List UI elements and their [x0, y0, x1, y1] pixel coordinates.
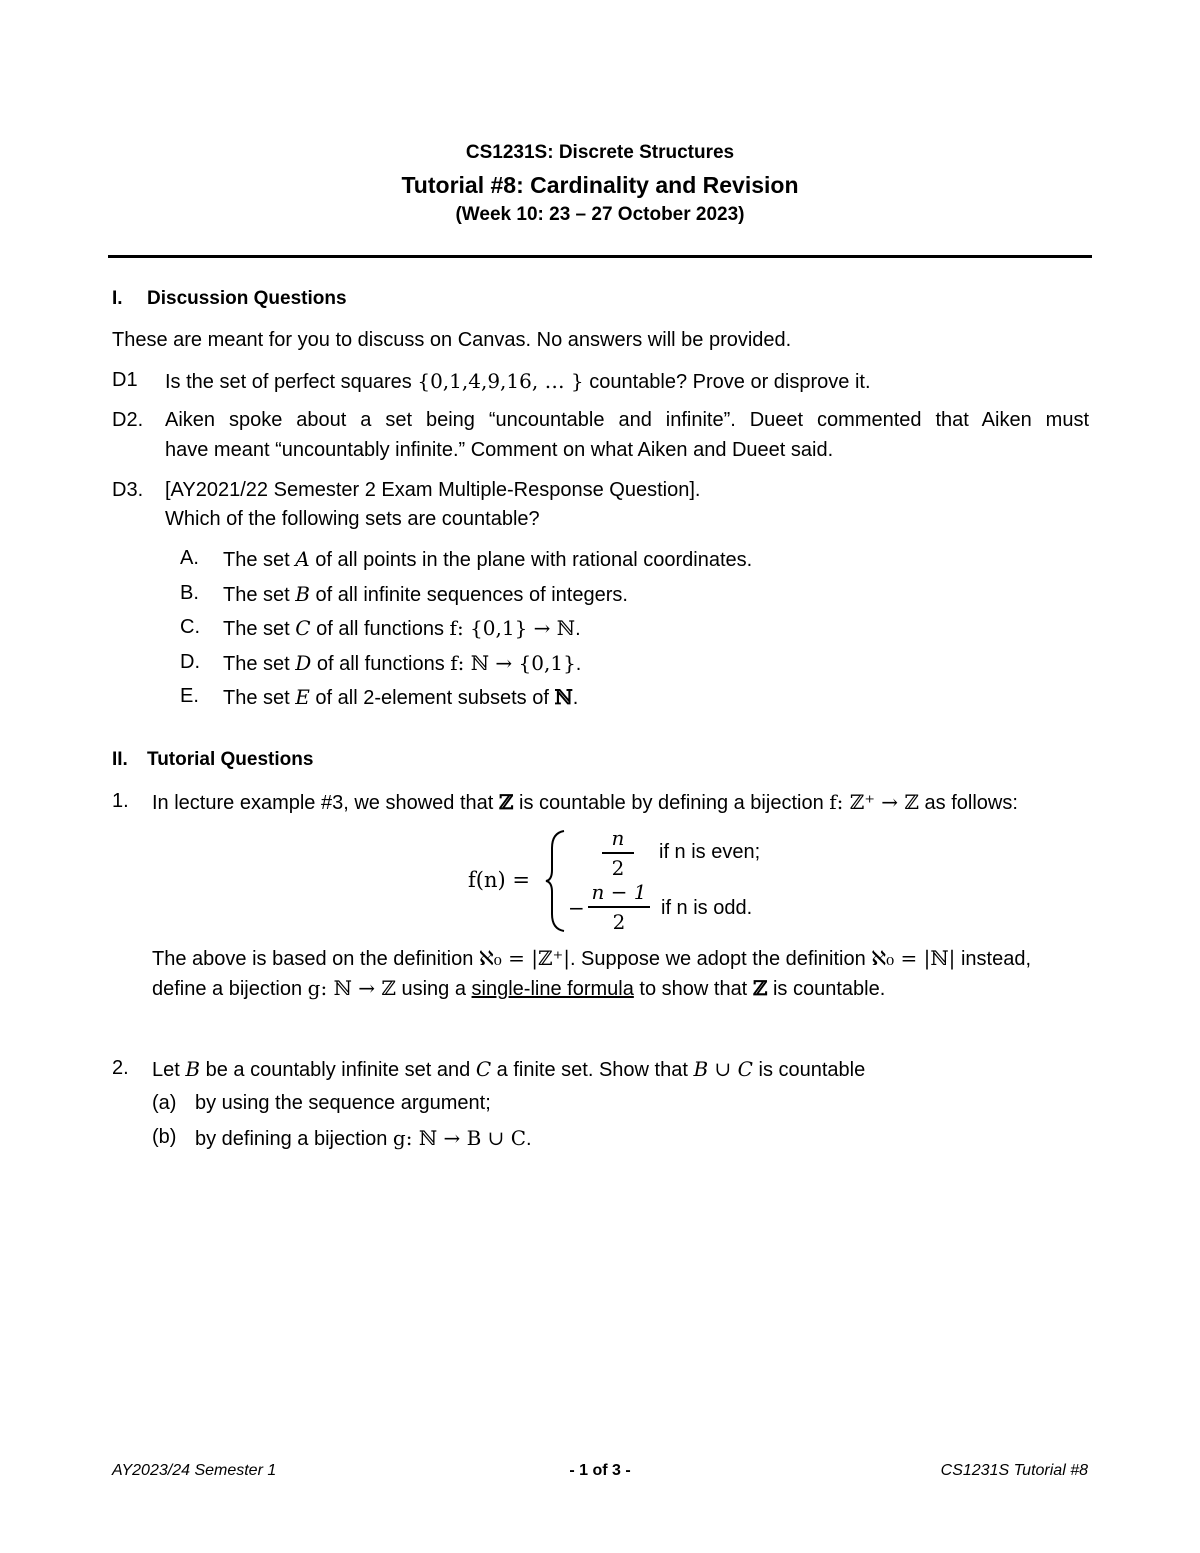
case2-bar [588, 906, 650, 908]
case2-fraction [586, 880, 652, 934]
section1-heading: Discussion Questions [147, 288, 347, 309]
q2-pre: Let [152, 1059, 186, 1081]
d3-option-post: of all points in the plane with rational coordinates. [309, 549, 753, 571]
q2-var-c: C [475, 1057, 492, 1081]
week-subtitle: (Week 10: 23 – 27 October 2023) [455, 204, 745, 225]
d3-option-text [223, 547, 752, 572]
case2-numerator: n − 1 [591, 880, 647, 904]
d3-option-label: E. [180, 685, 199, 707]
section2-label: II. [112, 749, 128, 770]
d3-option-text [223, 616, 581, 641]
q1-map: f: ℤ⁺ → ℤ [829, 790, 919, 814]
d2-line1: Aiken spoke about a set being “uncountable and infinite”. Dueet commented that Aiken must [165, 409, 1089, 431]
q1-line2-post: instead, [955, 948, 1032, 970]
section1-label: I. [112, 288, 123, 309]
q1-mid: is countable by defining a bijection [513, 792, 830, 814]
d3-option-pre: The set [223, 584, 296, 606]
d3-option-var: C [295, 616, 311, 640]
d3-label: D3. [112, 479, 144, 501]
d2-line2: have meant “uncountably infinite.” Comment on what Aiken and Dueet said. [165, 439, 834, 461]
d2-label: D2. [112, 409, 144, 431]
d3-option-math: f: {0,1} → ℕ [449, 616, 576, 640]
q1-line3-mid: using a [395, 978, 472, 1000]
q1-def2: ℵ₀ = |ℕ| [871, 946, 956, 970]
q2-mid1: be a countably infinite set and [200, 1059, 476, 1081]
q2-post: is countable [752, 1059, 866, 1081]
q1-def1: ℵ₀ = |ℤ⁺| [478, 946, 570, 970]
case1-bar [602, 852, 634, 854]
q2-union: B ∪ C [693, 1057, 753, 1081]
case1-condition: if n is even; [659, 841, 761, 863]
d3-option-math: f: ℕ → {0,1} [450, 651, 576, 675]
q1-line3-map: g: ℕ → ℤ [307, 976, 396, 1000]
q1-line2-pre: The above is based on the definition [152, 948, 479, 970]
d1-question [165, 369, 871, 394]
d1-label: D1 [112, 369, 138, 391]
d3-option-post: of all infinite sequences of integers. [309, 584, 628, 606]
d3-option-text [223, 651, 581, 676]
d3-line2: Which of the following sets are countable? [165, 508, 540, 530]
d3-option-label: A. [180, 547, 199, 569]
d3-option-pre: The set [223, 687, 296, 709]
d3-option-math: ℕ [554, 685, 573, 709]
section1-intro: These are meant for you to discuss on Canvas. No answers will be provided. [112, 329, 792, 351]
d3-option-text [223, 685, 578, 710]
d3-option-pre: The set [223, 549, 296, 571]
d3-option-post: of all functions [310, 618, 450, 640]
d3-option-var: E [295, 685, 310, 709]
case2-denominator: 2 [612, 910, 626, 934]
q2b-pre: by defining a bijection [195, 1128, 393, 1150]
q2b-label: (b) [152, 1126, 177, 1148]
footer-right: CS1231S Tutorial #8 [940, 1462, 1088, 1479]
formula-lhs: f(n) = [468, 868, 530, 892]
case2-sign: − [568, 896, 585, 920]
q2a-label: (a) [152, 1092, 177, 1114]
d3-option-end: . [572, 687, 579, 709]
q1-pre: In lecture example #3, we showed that [152, 792, 499, 814]
q1-line2 [152, 946, 1031, 971]
case1-denominator: 2 [611, 856, 625, 880]
formula-brace [544, 828, 570, 934]
d3-option-end: . [575, 618, 581, 640]
d3-option-post: of all functions [311, 653, 451, 675]
q1-z-symbol: ℤ [498, 790, 514, 814]
d3-option-pre: The set [223, 653, 296, 675]
q2-mid2: a finite set. Show that [491, 1059, 694, 1081]
q2b-end: . [526, 1128, 532, 1150]
d3-option-label: B. [180, 582, 199, 604]
q1-line3-pre: define a bijection [152, 978, 308, 1000]
case1-fraction [596, 826, 640, 880]
q2-var-b: B [185, 1057, 201, 1081]
d1-post: countable? Prove or disprove it. [583, 371, 871, 393]
d3-option-var: A [295, 547, 310, 571]
tutorial-title: Tutorial #8: Cardinality and Revision [401, 172, 799, 198]
q2b-math: g: ℕ → B ∪ C [392, 1126, 527, 1150]
q1-post: as follows: [918, 792, 1018, 814]
q1-underlined-phrase: single-line formula [471, 978, 634, 1000]
q2-label: 2. [112, 1057, 129, 1079]
d3-option-var: B [295, 582, 310, 606]
d3-line1: [AY2021/22 Semester 2 Exam Multiple-Response Question]. [165, 479, 701, 501]
case1-numerator: n [611, 826, 625, 850]
q2a-text: by using the sequence argument; [195, 1092, 491, 1114]
d3-option-end: . [575, 653, 582, 675]
d3-option-var: D [295, 651, 312, 675]
q2b-text [195, 1126, 532, 1151]
section2-heading: Tutorial Questions [147, 749, 314, 770]
q1-line2-mid: . Suppose we adopt the definition [569, 948, 872, 970]
q1-label: 1. [112, 790, 129, 812]
case2-condition: if n is odd. [661, 897, 753, 919]
q1-line1 [152, 790, 1018, 815]
d3-option-post: of all 2-element subsets of [309, 687, 555, 709]
d1-pre: Is the set of perfect squares [165, 371, 418, 393]
d3-option-label: C. [180, 616, 200, 638]
footer-left: AY2023/24 Semester 1 [112, 1462, 277, 1479]
d3-option-text [223, 582, 628, 607]
q1-line3-post: to show that [633, 978, 753, 1000]
q1-line3-end: is countable. [767, 978, 886, 1000]
d3-option-pre: The set [223, 618, 296, 640]
q2-line1 [152, 1057, 865, 1082]
q1-line3-z: ℤ [752, 976, 768, 1000]
course-title: CS1231S: Discrete Structures [465, 142, 735, 163]
footer-page-number: - 1 of 3 - [569, 1462, 631, 1479]
d1-set: {0,1,4,9,16, … } [417, 369, 584, 393]
d3-option-label: D. [180, 651, 200, 673]
q1-line3 [152, 976, 885, 1001]
header-rule [108, 255, 1092, 258]
